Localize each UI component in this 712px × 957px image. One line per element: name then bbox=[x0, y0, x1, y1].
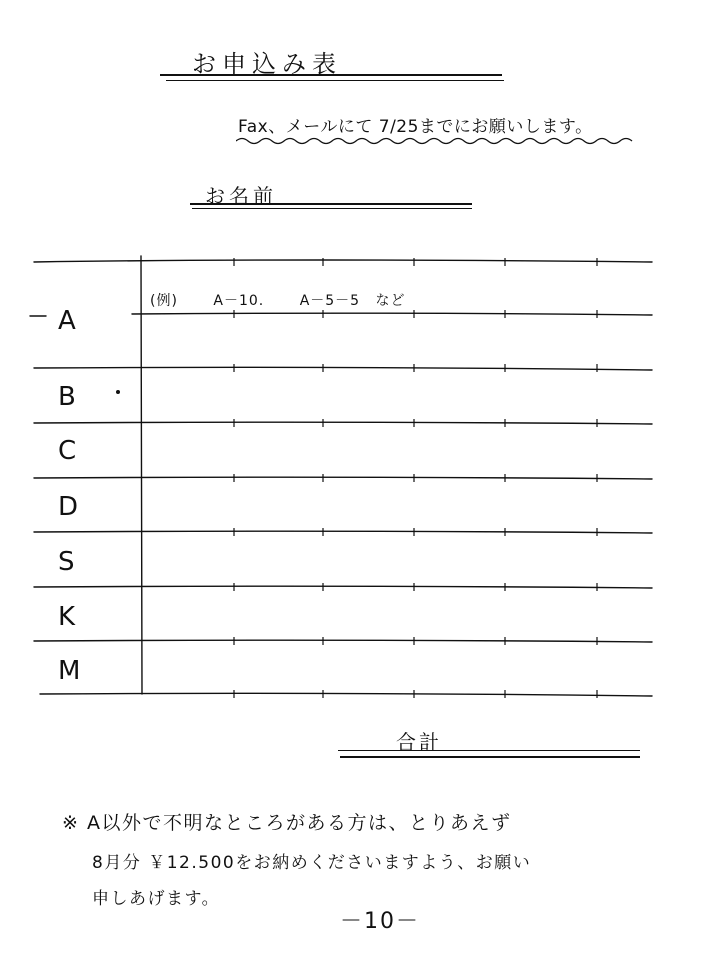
row-label-b: B bbox=[58, 382, 76, 412]
row-label-m: M bbox=[58, 656, 81, 686]
grid-line-row-6 bbox=[34, 640, 652, 642]
note-line-1: ※ A以外で不明なところがある方は、とりあえず bbox=[62, 812, 512, 834]
example-sample-3: など bbox=[375, 293, 406, 309]
example-sample-2: A－5－5 bbox=[299, 293, 361, 309]
note-line-3: 申しあげます。 bbox=[92, 889, 221, 909]
row-label-d: D bbox=[58, 492, 79, 522]
grid-line-top bbox=[34, 260, 652, 262]
grid-line-a-inner bbox=[132, 313, 652, 315]
grid-line-row-5 bbox=[34, 586, 652, 588]
grid-line-row-4 bbox=[34, 531, 652, 533]
page-number: －10－ bbox=[340, 909, 420, 934]
example-prefix: (例) bbox=[150, 293, 178, 309]
name-label: お名前 bbox=[205, 184, 277, 208]
row-label-a: A bbox=[58, 306, 76, 336]
total-underline bbox=[338, 750, 640, 751]
row-label-c: C bbox=[58, 436, 77, 466]
instruction-text: Fax、メールにて 7/25までにお願いします。 bbox=[238, 117, 593, 137]
grid-line-bottom bbox=[40, 693, 652, 696]
grid-line-row-2 bbox=[34, 422, 652, 424]
row-label-s: S bbox=[58, 547, 75, 577]
grid-line-row-1 bbox=[34, 367, 652, 370]
row-label-k: K bbox=[58, 602, 76, 632]
note-line-2: 8月分 ￥12.500をお納めくださいますよう、お願い bbox=[92, 853, 532, 873]
grid-line-row-3 bbox=[34, 477, 652, 479]
total-label: 合計 bbox=[396, 730, 442, 754]
example-sample-1: A－10. bbox=[213, 293, 265, 309]
total-underline-second bbox=[340, 756, 640, 758]
row-b-dot bbox=[116, 390, 120, 394]
page-title: お申込み表 bbox=[192, 50, 342, 78]
grid-line-vertical bbox=[141, 256, 142, 694]
example-text bbox=[150, 290, 436, 310]
